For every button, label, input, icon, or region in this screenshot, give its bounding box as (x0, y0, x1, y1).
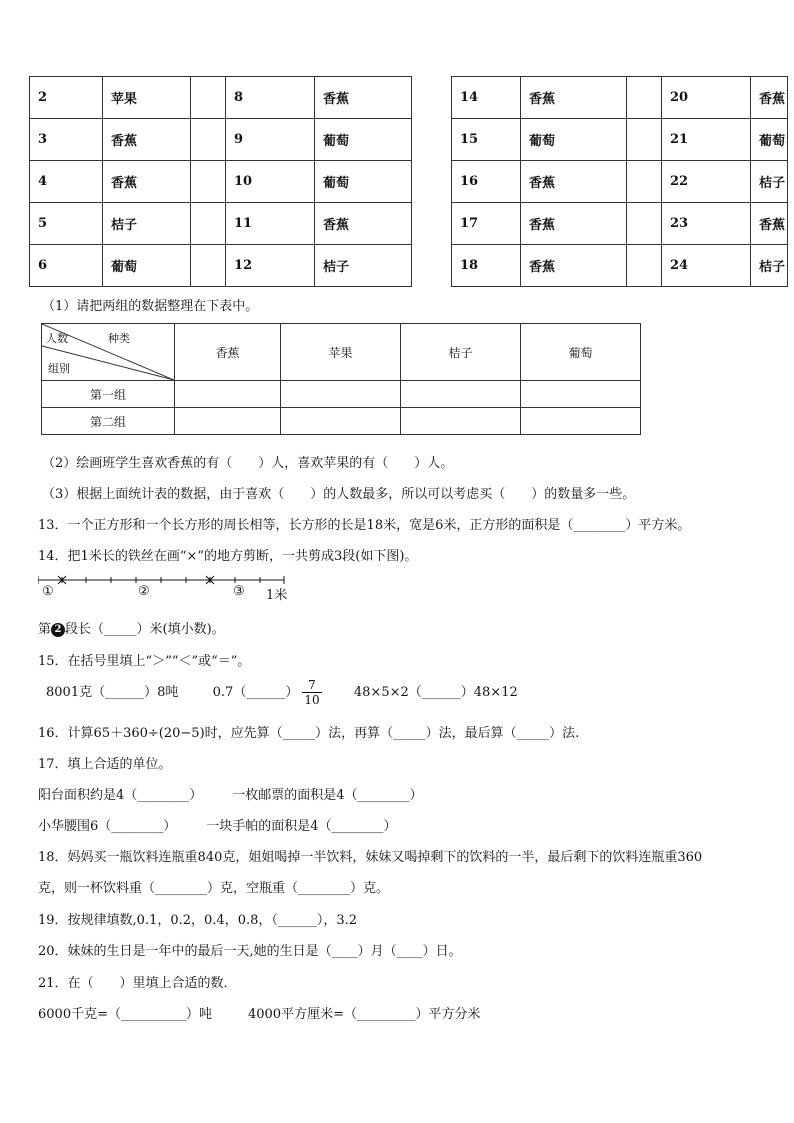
fruit-name-cell: 香蕉 (521, 245, 627, 287)
header-kind: 种类 (108, 332, 130, 345)
student-number-cell: 16 (452, 161, 521, 203)
fruit-name-cell: 葡萄 (315, 161, 412, 203)
student-number-cell: 15 (452, 119, 521, 161)
student-number-cell: 10 (226, 161, 315, 203)
table-row (452, 77, 788, 119)
fruit-table-group-a (29, 76, 412, 287)
blank-cell[interactable] (521, 381, 641, 408)
question-12-part-2: （2）绘画班学生喜欢香蕉的有（ ）人，喜欢苹果的有（ ）人。 (42, 456, 454, 471)
gap-cell (191, 245, 226, 287)
blank-cell[interactable] (175, 408, 281, 435)
fraction-denominator: 10 (304, 693, 320, 707)
fruit-name-cell: 葡萄 (521, 119, 627, 161)
unit-item-b: 一枚邮票的面积是4（________） (232, 788, 423, 803)
gap-cell (191, 77, 226, 119)
student-number-cell: 18 (452, 245, 521, 287)
question-20: 20．妹妹的生日是一年中的最后一天,她的生日是（____）月（____）日。 (38, 944, 462, 959)
question-14-answer (38, 618, 225, 637)
fruit-name-cell: 香蕉 (315, 203, 412, 245)
fruit-name-cell: 香蕉 (521, 77, 627, 119)
blank-cell[interactable] (281, 381, 401, 408)
header-group: 组别 (48, 362, 70, 375)
blank-cell[interactable] (401, 408, 521, 435)
compare-item-a: 8001克（______）8吨 (46, 685, 179, 700)
column-header: 苹果 (281, 324, 401, 381)
question-14: 14．把1米长的铁丝在画“×”的地方剪断，一共剪成3段(如下图)。 (38, 549, 418, 564)
student-number-cell: 23 (662, 203, 751, 245)
table-row (452, 161, 788, 203)
table-row (452, 203, 788, 245)
answer-suffix: 段长（_____）米(填小数)。 (65, 622, 225, 637)
fruit-name-cell: 桔子 (315, 245, 412, 287)
question-21-items (38, 1003, 480, 1022)
student-number-cell: 21 (662, 119, 751, 161)
fruit-name-cell: 苹果 (103, 77, 191, 119)
question-15-items (46, 678, 518, 707)
question-12-part-3: （3）根据上面统计表的数据，由于喜欢（ ）的人数最多，所以可以考虑买（ ）的数量多一些。 (42, 487, 636, 502)
fruit-name-cell: 香蕉 (751, 77, 788, 119)
fruit-name-cell: 葡萄 (751, 119, 788, 161)
student-number-cell: 4 (30, 161, 103, 203)
question-13: 13．一个正方形和一个长方形的周长相等，长方形的长是18米，宽是6米，正方形的面积是（________）平方米。 (38, 518, 691, 533)
fruit-name-cell: 桔子 (103, 203, 191, 245)
question-19: 19．按规律填数,0.1，0.2，0.4，0.8，（______），3.2 (38, 913, 358, 928)
gap-cell (191, 119, 226, 161)
student-number-cell: 9 (226, 119, 315, 161)
student-number-cell: 3 (30, 119, 103, 161)
fruit-name-cell: 香蕉 (751, 203, 788, 245)
table-row (452, 119, 788, 161)
compare-item-c: 48×5×2（______）48×12 (353, 685, 518, 700)
student-number-cell: 6 (30, 245, 103, 287)
fruit-name-cell: 香蕉 (521, 203, 627, 245)
student-number-cell: 17 (452, 203, 521, 245)
gap-cell (627, 245, 662, 287)
gap-cell (191, 161, 226, 203)
circled-number-2: 2 (51, 623, 65, 637)
fruit-name-cell: 香蕉 (315, 77, 412, 119)
row-header: 第一组 (42, 381, 175, 408)
fruit-name-cell: 葡萄 (315, 119, 412, 161)
student-number-cell: 20 (662, 77, 751, 119)
gap-cell (191, 203, 226, 245)
segment-label-2: ② (138, 584, 150, 599)
fruit-name-cell: 桔子 (751, 245, 788, 287)
unit-item-d: 一块手帕的面积是4（________） (206, 819, 397, 834)
gap-cell (627, 119, 662, 161)
segment-label-3: ③ (233, 584, 245, 599)
fruit-name-cell: 桔子 (751, 161, 788, 203)
question-17: 17．填上合适的单位。 (38, 757, 172, 772)
convert-item-a: 6000千克=（__________）吨 (38, 1007, 212, 1022)
student-number-cell: 8 (226, 77, 315, 119)
student-number-cell: 14 (452, 77, 521, 119)
table-row (30, 245, 412, 287)
question-15: 15．在括号里填上“＞”“＜”或“＝”。 (38, 654, 251, 669)
table-row (30, 77, 412, 119)
blank-cell[interactable] (521, 408, 641, 435)
ruler-lines (38, 574, 298, 602)
blank-cell[interactable] (175, 381, 281, 408)
question-21: 21．在（ ）里填上合适的数． (38, 976, 237, 991)
convert-item-b: 4000平方厘米=（_________）平方分米 (247, 1007, 481, 1022)
fraction-numerator: 7 (302, 678, 321, 693)
question-17-row-2 (38, 815, 397, 834)
answer-prefix: 第 (38, 622, 52, 637)
table-row (30, 203, 412, 245)
segment-label-1: ① (42, 584, 54, 599)
student-number-cell: 24 (662, 245, 751, 287)
gap-cell (627, 161, 662, 203)
wire-ruler-figure (38, 574, 298, 606)
student-number-cell: 22 (662, 161, 751, 203)
blank-cell[interactable] (401, 381, 521, 408)
fruit-name-cell: 葡萄 (103, 245, 191, 287)
compare-item-b: 0.7（______） (212, 685, 299, 700)
student-number-cell: 5 (30, 203, 103, 245)
fruit-name-cell: 香蕉 (103, 161, 191, 203)
column-header: 葡萄 (521, 324, 641, 381)
unit-item-a: 阳台面积约是4（________） (38, 788, 203, 803)
column-header: 桔子 (401, 324, 521, 381)
row-header: 第二组 (42, 408, 175, 435)
student-number-cell: 12 (226, 245, 315, 287)
table-row (452, 245, 788, 287)
student-number-cell: 11 (226, 203, 315, 245)
statistics-table (41, 323, 641, 435)
fruit-name-cell: 香蕉 (103, 119, 191, 161)
question-18-line-1: 18．妈妈买一瓶饮料连瓶重840克，姐姐喝掉一半饮料，妹妹又喝掉剩下的饮料的一半，最后剩下的饮料连瓶重360 (38, 850, 703, 865)
question-17-row-1 (38, 784, 423, 803)
gap-cell (627, 203, 662, 245)
unit-item-c: 小华腰围6（________） (38, 819, 177, 834)
fruit-table-group-b (451, 76, 788, 287)
header-people: 人数 (46, 332, 68, 345)
question-18-line-2: 克，则一杯饮料重（________）克，空瓶重（________）克。 (38, 881, 390, 896)
ruler-end-label: 1米 (266, 588, 288, 603)
fraction-seven-tenths (302, 678, 321, 707)
question-16: 16．计算65＋360÷(20−5)时，应先算（_____）法，再算（_____）法，最后算（_____）法. (38, 726, 580, 741)
table-row (30, 119, 412, 161)
student-number-cell: 2 (30, 77, 103, 119)
diagonal-header-cell (42, 324, 175, 381)
question-12-part-1: （1）请把两组的数据整理在下表中。 (42, 299, 259, 314)
column-header: 香蕉 (175, 324, 281, 381)
table-row (30, 161, 412, 203)
gap-cell (627, 77, 662, 119)
fruit-name-cell: 香蕉 (521, 161, 627, 203)
blank-cell[interactable] (281, 408, 401, 435)
